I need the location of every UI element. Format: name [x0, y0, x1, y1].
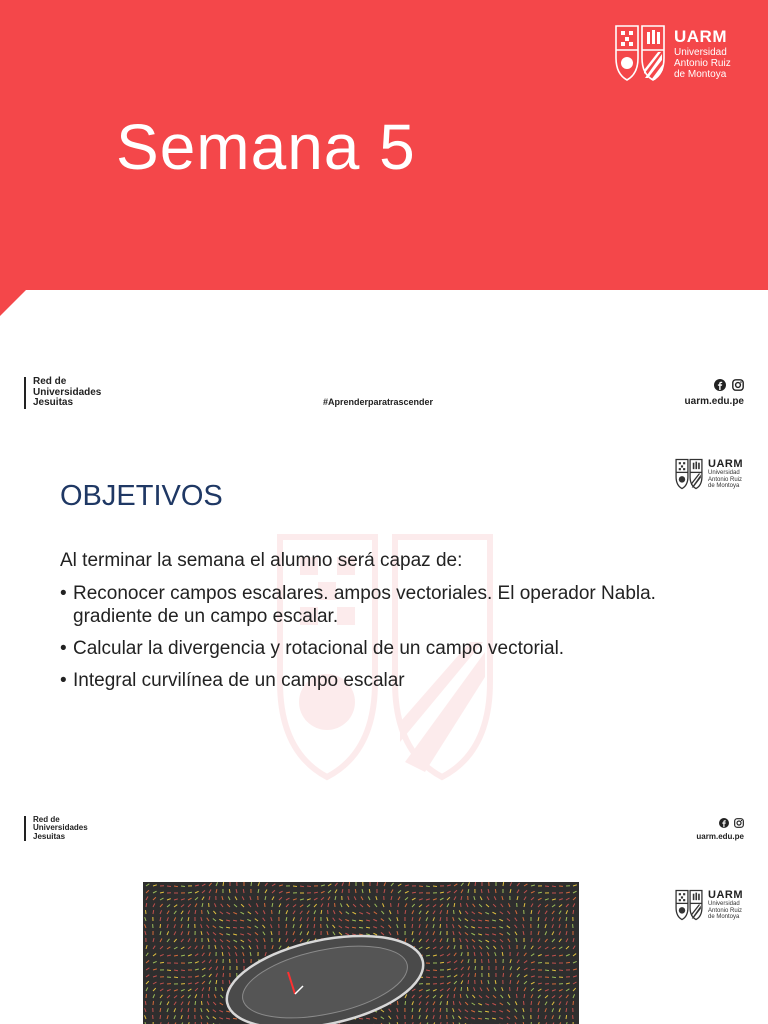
logo-subtitle-line: Antonio Ruiz — [674, 57, 731, 69]
logo-subtitle — [708, 470, 743, 490]
logo-subtitle-line: Antonio Ruiz — [708, 476, 743, 483]
list-item: • Integral curvilínea de un campo escalar — [60, 669, 710, 692]
logo-subtitle — [674, 47, 731, 80]
title-slide — [0, 0, 768, 432]
logo-name: UARM — [708, 889, 743, 902]
network-line: Jesuitas — [33, 397, 74, 408]
logo-name: UARM — [708, 458, 743, 471]
footer-contact — [685, 379, 744, 407]
instagram-icon[interactable] — [732, 379, 744, 391]
website-link[interactable]: uarm.edu.pe — [684, 396, 744, 407]
vector-field-icon — [143, 882, 579, 1024]
slide-title: Semana 5 — [116, 111, 416, 183]
logo-text — [708, 458, 743, 490]
network-line: Jesuitas — [33, 831, 66, 841]
logo-subtitle-line: Universidad — [708, 901, 740, 908]
logo-text — [708, 889, 743, 921]
facebook-icon[interactable] — [714, 379, 726, 391]
list-item: • Reconocer campos escalares. ampos vectoriales. El operador Nabla. gradiente de un campo escalar. — [60, 582, 710, 628]
logo-text — [674, 27, 731, 80]
objectives-slide — [0, 432, 768, 792]
logo-subtitle-line: Universidad — [708, 470, 740, 477]
uarm-shield-icon — [675, 458, 703, 490]
logo-subtitle-line: de Montoya — [674, 68, 727, 80]
network-line: Universidades — [33, 823, 88, 833]
social-icons — [685, 379, 744, 391]
uarm-logo — [675, 458, 743, 490]
logo-subtitle — [708, 901, 743, 921]
banner-notch — [0, 290, 26, 316]
uarm-shield-icon — [614, 24, 666, 82]
uarm-logo — [675, 889, 743, 921]
hashtag: #Aprenderparatrascender — [323, 397, 434, 407]
objectives-list — [60, 582, 710, 701]
list-item: • Calcular la divergencia y rotacional de un campo vectorial. — [60, 637, 710, 660]
website-link[interactable]: uarm.edu.pe — [696, 832, 744, 841]
logo-subtitle-line: Universidad — [674, 46, 727, 58]
network-line: Red de — [33, 815, 60, 824]
objectives-intro: Al terminar la semana el alumno será capaz de: — [60, 550, 463, 571]
logo-subtitle-line: de Montoya — [708, 483, 740, 490]
uarm-logo — [614, 24, 731, 82]
network-line: Universidades — [33, 386, 102, 398]
logo-subtitle-line: de Montoya — [708, 914, 740, 921]
uarm-shield-icon — [675, 889, 703, 921]
logo-subtitle-line: Antonio Ruiz — [708, 907, 743, 914]
vector-field-image — [143, 882, 579, 1024]
jesuit-network-label — [24, 377, 101, 409]
vector-field-slide — [0, 792, 768, 1024]
logo-name: UARM — [674, 26, 727, 46]
objectives-title: OBJETIVOS — [60, 480, 223, 512]
network-line: Red de — [33, 376, 67, 387]
